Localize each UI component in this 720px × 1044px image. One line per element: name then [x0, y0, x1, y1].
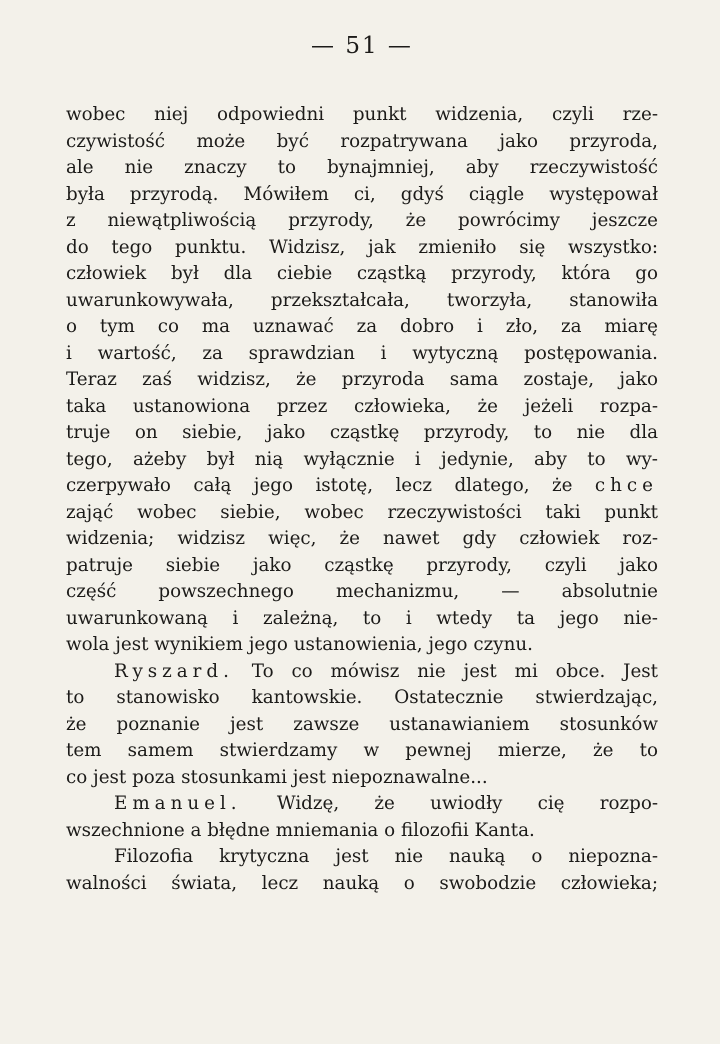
line-text: taka ustanowiona przez człowieka, że jeżeli rozpa- — [66, 395, 658, 417]
line-text: patruje siebie jako cząstkę przyrody, czyli jako — [66, 554, 658, 576]
text-line — [66, 261, 658, 288]
line-text: o tym co ma uznawać za dobro i zło, za miarę — [66, 316, 658, 337]
text-line — [66, 685, 658, 712]
text-line — [66, 288, 658, 315]
text-line — [66, 738, 658, 765]
text-line — [66, 155, 658, 182]
text-line — [66, 844, 658, 871]
text-line — [66, 500, 658, 527]
text-line — [66, 367, 658, 394]
text-line — [66, 632, 658, 659]
line-text: to stanowisko kantowskie. Ostatecznie stwierdzając, — [66, 687, 658, 708]
text-line — [66, 447, 658, 474]
line-text: Filozofia krytyczna jest nie nauką o niepozna- — [114, 846, 658, 867]
line-text: widzenia; widzisz więc, że nawet gdy człowiek roz- — [66, 528, 658, 549]
line-text: wobec niej odpowiedni punkt widzenia, czyli rze- — [66, 104, 658, 125]
text-line — [66, 606, 658, 633]
line-text: wola jest wynikiem jego ustanowienia, jego czynu. — [66, 634, 533, 655]
text-line — [66, 579, 658, 606]
line-text: czywistość może być rozpatrywana jako przyroda, — [66, 130, 658, 152]
text-line — [66, 526, 658, 553]
text-line — [66, 818, 658, 845]
text-line — [66, 182, 658, 209]
text-line — [66, 473, 658, 500]
line-text: Teraz zaś widzisz, że przyroda sama zostaje, jako — [66, 369, 658, 390]
line-text: była przyrodą. Mówiłem ci, gdyś ciągle występował — [66, 183, 658, 205]
line-text: walności świata, lecz nauką o swobodzie człowieka; — [66, 872, 658, 894]
line-text: i wartość, za sprawdzian i wytyczną postępowania. — [66, 342, 658, 364]
body-text — [66, 102, 658, 897]
line-text: czerpywało całą jego istotę, lecz dlatego, że — [66, 475, 595, 496]
line-text: ale nie znaczy to bynajmniej, aby rzeczywistość — [66, 157, 658, 178]
line-text: wszechnione a błędne mniemania o filozofii Kanta. — [66, 819, 535, 841]
line-text: Widzę, że uwiodły cię rozpo- — [241, 793, 658, 814]
line-text: uwarunkowywała, przekształcała, tworzyła, stanowiła — [66, 289, 658, 311]
text-line — [66, 102, 658, 129]
line-text: To co mówisz nie jest mi obce. Jest — [233, 660, 658, 682]
text-line — [66, 871, 658, 898]
text-line — [66, 765, 658, 792]
text-line — [66, 341, 658, 368]
line-text: część powszechnego mechanizmu, — absolutnie — [66, 581, 658, 602]
line-text: zająć wobec siebie, wobec rzeczywistości taki punkt — [66, 501, 658, 523]
text-line — [66, 314, 658, 341]
page-number: — 51 — — [311, 33, 413, 59]
line-text: tego, ażeby był nią wyłącznie i jedynie, aby to wy- — [66, 448, 658, 470]
text-line — [66, 208, 658, 235]
line-text: truje on siebie, jako cząstkę przyrody, to nie dla — [66, 422, 658, 443]
spaced-emphasis: Emanuel. — [114, 793, 242, 814]
line-text: człowiek był dla ciebie cząstką przyrody, która go — [66, 263, 658, 284]
spaced-emphasis: chce — [594, 475, 658, 496]
text-line — [66, 235, 658, 262]
text-line — [66, 394, 658, 421]
text-line — [66, 659, 658, 686]
line-text: co jest poza stosunkami jest niepoznawalne... — [66, 766, 488, 788]
line-text: że poznanie jest zawsze ustanawianiem stosunków — [66, 713, 658, 735]
line-text: z niewątpliwością przyrody, że powrócimy jeszcze — [66, 210, 658, 231]
text-line — [66, 420, 658, 447]
text-line — [66, 791, 658, 818]
line-text: tem samem stwierdzamy w pewnej mierze, że to — [66, 740, 658, 761]
line-text: do tego punktu. Widzisz, jak zmieniło się wszystko: — [66, 236, 658, 258]
line-text: uwarunkowaną i zależną, to i wtedy ta jego nie- — [66, 607, 658, 629]
text-line — [66, 712, 658, 739]
text-line — [66, 553, 658, 580]
spaced-emphasis: Ryszard. — [114, 660, 234, 682]
text-line — [66, 129, 658, 156]
